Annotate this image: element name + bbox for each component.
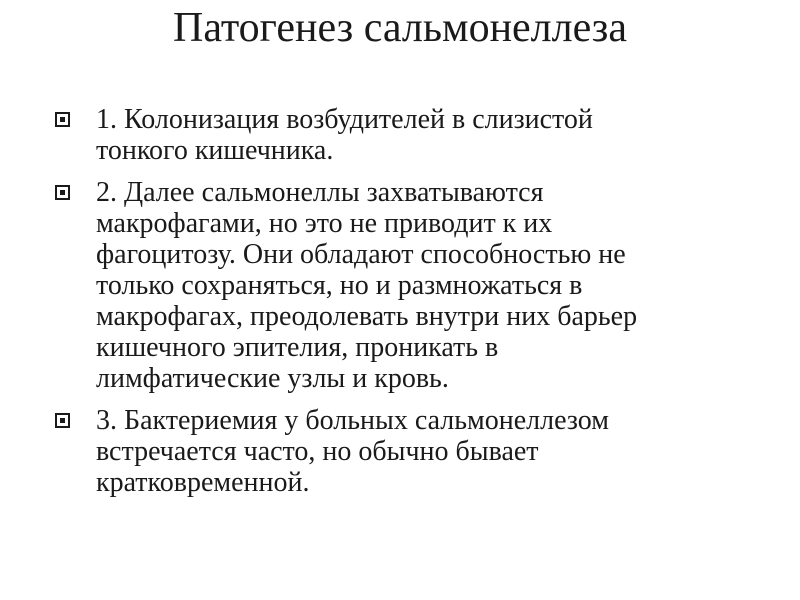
bullet-line: фагоцитозу. Они обладают способностью не: [96, 239, 626, 270]
square-bullet-icon: [55, 413, 70, 428]
bullet-line: кишечного эпителия, проникать в: [96, 332, 499, 363]
bullet-line: только сохраняться, но и размножаться в: [96, 270, 583, 301]
bullet-item-1: [54, 104, 754, 166]
bullet-line: 2. Далее сальмонеллы захватываются: [96, 177, 544, 208]
bullet-line: макрофагами, но это не приводит к их: [96, 208, 553, 239]
square-bullet-icon: [55, 185, 70, 200]
bullet-line: макрофагах, преодолевать внутри них барьер: [96, 301, 638, 332]
bullet-item-3: [54, 405, 754, 498]
bullet-list: [54, 104, 754, 509]
square-bullet-icon: [55, 112, 70, 127]
bullet-line: встречается часто, но обычно бывает: [96, 436, 539, 467]
bullet-line: кратковременной.: [96, 467, 310, 498]
slide-title: Патогенез сальмонеллеза: [172, 5, 627, 51]
bullet-item-2: [54, 177, 754, 394]
bullet-line: 1. Колонизация возбудителей в слизистой: [96, 104, 593, 135]
bullet-line: 3. Бактериемия у больных сальмонеллезом: [96, 405, 609, 436]
bullet-line: лимфатические узлы и кровь.: [96, 363, 449, 394]
bullet-line: тонкого кишечника.: [96, 135, 334, 166]
